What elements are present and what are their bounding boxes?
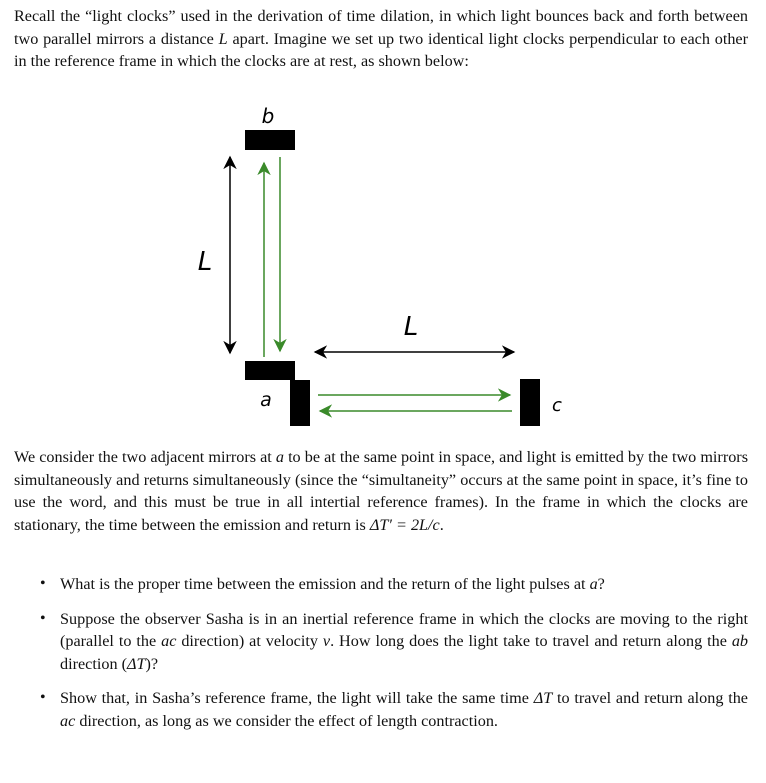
intro-text-cont: apart. Imagine we set up two identical light clocks perpendicular to each other in the reference frame in which the clocks are at rest, as shown below: [14, 29, 748, 70]
question-list [40, 573, 748, 744]
question-2-text-3: . How long does the light take to travel and return along the [330, 632, 732, 650]
label-L-horizontal: L [403, 312, 419, 342]
var-ac: ac [60, 711, 76, 730]
mirror-a-vertical [290, 380, 310, 426]
var-delta-T: ΔT [533, 689, 553, 707]
question-2-end: )? [145, 654, 159, 673]
var-v: v [322, 632, 331, 650]
label-L-vertical: L [197, 247, 213, 277]
question-3-text: Show that, in Sasha’s reference frame, the light will take the same time [60, 689, 534, 707]
var-delta-T: ΔT [126, 654, 146, 673]
mirror-b [245, 130, 295, 150]
question-2-text-4: direction ( [60, 654, 127, 673]
intro-text: Recall the “light clocks” used in the derivation of time dilation, in which light bounces back and forth between two parallel mirrors a distance [14, 7, 748, 48]
question-1-text: What is the proper time between the emission and the return of the light pulses at [60, 575, 590, 593]
mirror-c [520, 379, 540, 426]
label-a: a [260, 389, 272, 411]
label-c: c [552, 395, 562, 416]
var-a: a [275, 448, 284, 466]
var-a: a [589, 575, 598, 593]
question-3-end: direction, as long as we consider the effect of length contraction. [75, 711, 498, 730]
light-clock-diagram [0, 95, 766, 435]
var-L: L [218, 29, 228, 48]
consider-period: . [439, 515, 444, 534]
var-ab: ab [731, 632, 749, 650]
question-2-text-2: direction) at velocity [176, 632, 323, 650]
equation-delta-T-prime: ΔT′ = 2L/c [369, 515, 440, 534]
consider-paragraph [14, 446, 748, 536]
mirror-a-horizontal [245, 361, 295, 380]
question-item-2 [40, 608, 748, 676]
question-1-end: ? [597, 575, 605, 593]
question-2-text: Suppose the observer Sasha is in an inertial reference frame in which the clocks are moving to the right (parallel to the [60, 609, 748, 650]
intro-paragraph [14, 5, 748, 73]
consider-text: We consider the two adjacent mirrors at [14, 448, 276, 466]
question-3-text-2: to travel and return along the [552, 689, 748, 707]
question-item-1 [40, 573, 748, 596]
question-item-3 [40, 687, 748, 732]
var-ac: ac [161, 632, 177, 650]
consider-text-cont: to be at the same point in space, and light is emitted by the two mirrors simultaneously and returns simultaneously (since the “simultaneity” occurs at the same point in space, it’s fine to use the word, and this must be true in all intertial reference frames). In the frame in which the clocks are stationary, the time between the emission and return is [14, 448, 748, 534]
label-b: b [261, 104, 275, 128]
